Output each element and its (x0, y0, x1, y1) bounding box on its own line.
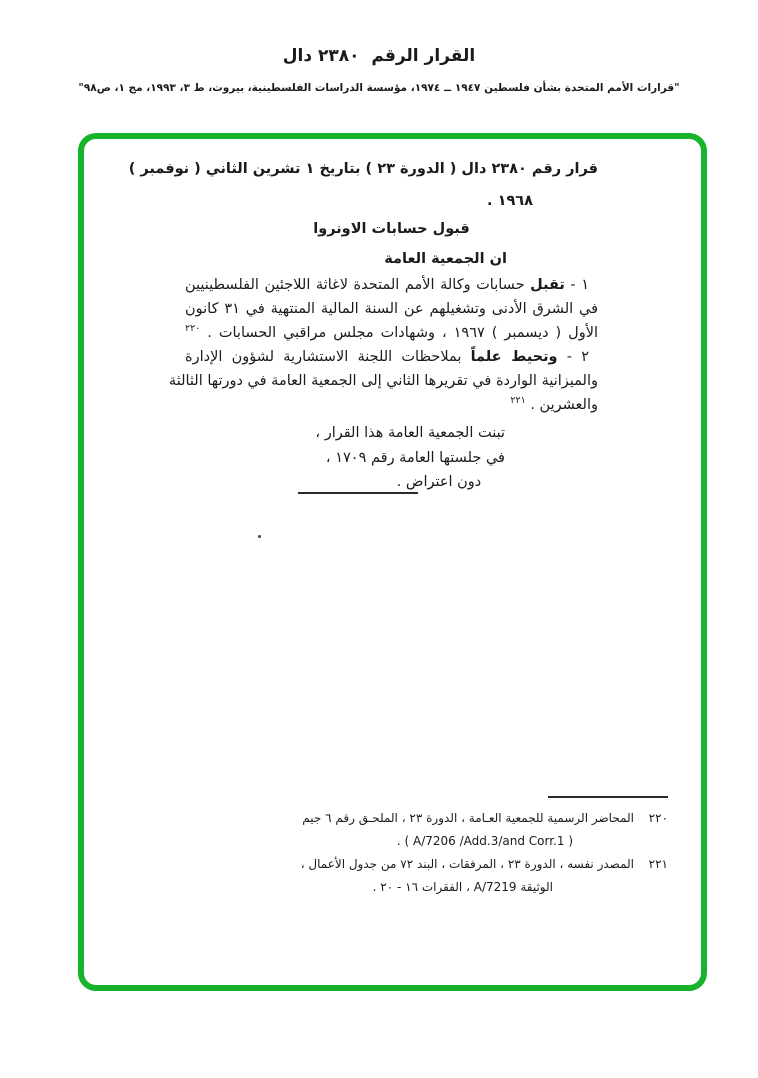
paragraph-2-text-end: والعشرين . (525, 397, 598, 413)
footnote-221-reference: الوثيقة A/7219 ، الفقرات ١٦ - ٢٠ . (372, 880, 553, 894)
preamble: ان الجمعية العامة (384, 251, 507, 267)
adoption-note (185, 421, 598, 495)
paragraph-2-line-2: والميزانية الواردة في تقريرها الثاني إلى الجمعية العامة في دورتها الثالثة (168, 373, 598, 389)
paragraph-1-text: حسابات وكالة الأمم المتحدة لاغاثة اللاجئين الفلسطينيين (185, 277, 531, 293)
resolution-heading-line-1: قرار رقم ٢٣٨٠ دال ( الدورة ٢٣ ) بتاريخ ١ تشرين الثاني ( نوفمبر ) (128, 161, 598, 177)
footnote-220 (302, 807, 668, 853)
footnote-separator (548, 796, 668, 798)
footnote-221 (300, 853, 668, 899)
footnotes-section (300, 796, 668, 899)
paragraph-1-text-end: الأول ( ديسمبر ) ١٩٦٧ ، وشهادات مجلس مراقبي الحسابات . (200, 325, 599, 341)
paragraph-2-line-1 (185, 345, 598, 369)
resolution-border-box (78, 133, 707, 991)
footnote-220-text: المحاضر الرسمية للجمعية العـامة ، الدورة ٢٣ ، الملحـق رقم ٦ جيم (302, 811, 634, 825)
adoption-line-3: دون اعتراض . (396, 474, 482, 490)
footnote-ref-220: ٢٢٠ (185, 323, 201, 335)
resolution-heading-line-2: ١٩٦٨ . (487, 193, 533, 209)
closing-rule (298, 492, 418, 494)
paragraph-2-number: ٢ - (557, 349, 589, 365)
paragraph-2-text: بملاحظات اللجنة الاستشارية لشؤون الإدارة (185, 349, 471, 365)
paragraph-1-keyword: تقبل (530, 277, 565, 293)
footnote-220-reference: ( A/7206 /Add.3/and Corr.1 ) . (396, 834, 573, 848)
footnote-221-number: ٢٢١ (648, 857, 668, 871)
paragraph-1-number: ١ - (564, 277, 589, 293)
paragraph-2-line-3 (185, 393, 598, 417)
footnote-220-number: ٢٢٠ (648, 811, 668, 825)
paragraph-1-line-2: في الشرق الأدنى وتشغيلهم عن السنة المالية المنتهية في ٣١ كانون (185, 301, 598, 317)
citation-line: "قرارات الأمم المتحدة بشأن فلسطين ١٩٤٧ ــ ١٩٧٤، مؤسسة الدراسات الفلسطينية، بيروت، ط ٣، ١٩٩٣، مج ١، ص٩٨" (78, 82, 680, 94)
footnote-ref-221: ٢٢١ (510, 395, 526, 407)
stray-dot (258, 535, 261, 538)
paragraph-1-line-3 (185, 321, 598, 345)
adoption-line-1: تبنت الجمعية العامة هذا القرار ، (315, 425, 505, 441)
paragraph-2-keyword: وتحيط علماً (470, 349, 558, 365)
resolution-body (168, 273, 599, 417)
adoption-line-2: في جلستها العامة رقم ١٧٠٩ ، (325, 449, 505, 466)
page-title: القرار الرقم ٢٣٨٠ دال (282, 46, 476, 66)
paragraph-1-line-1 (185, 273, 598, 297)
resolution-subject: قبول حسابات الاونروا (313, 221, 470, 237)
footnote-221-text: المصدر نفسه ، الدورة ٢٣ ، المرفقات ، البند ٧٢ من جدول الأعمال ، (300, 857, 634, 871)
